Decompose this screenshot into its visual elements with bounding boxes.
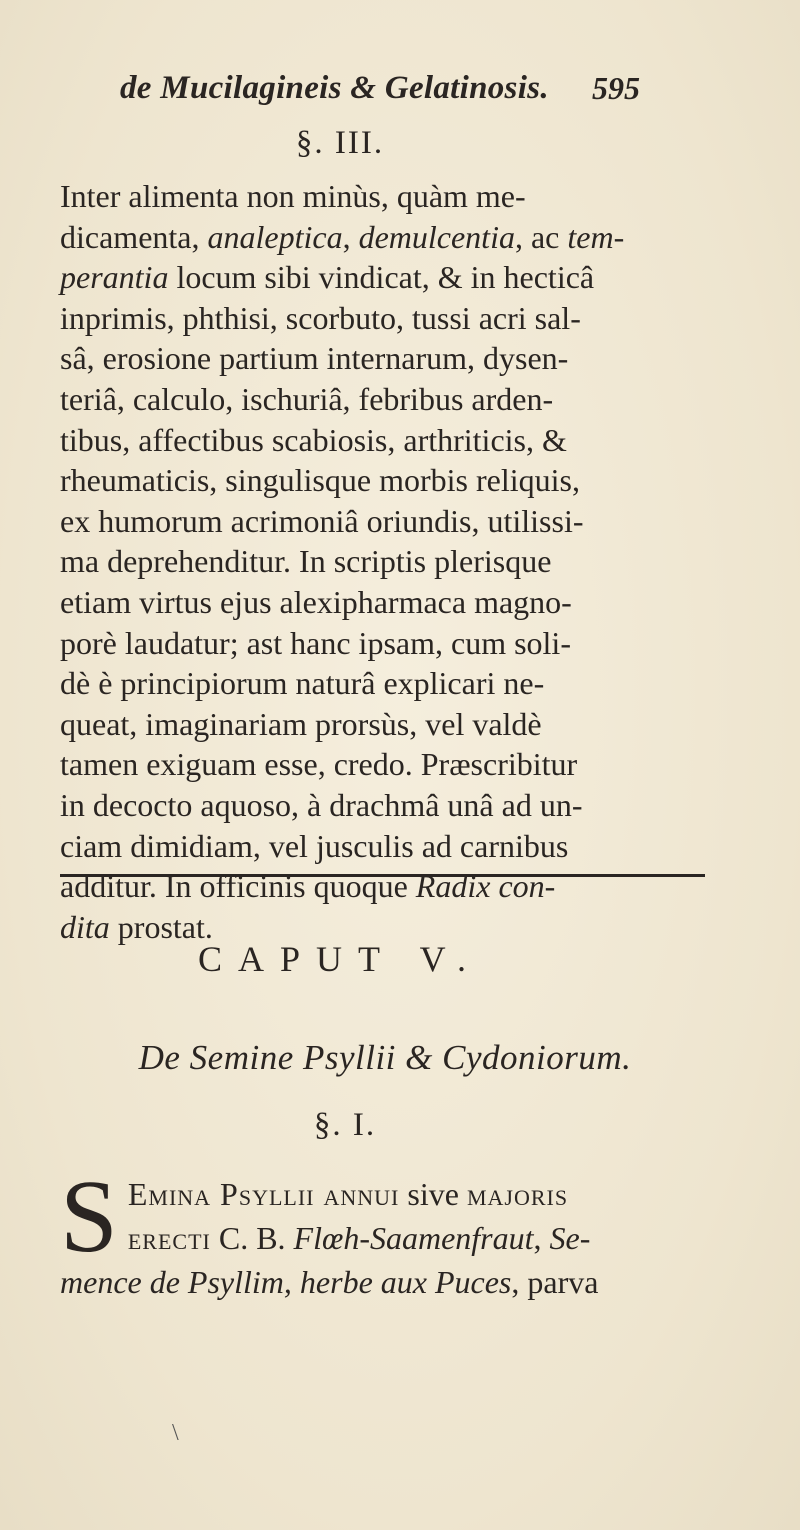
page-header <box>120 70 640 120</box>
text-line: rheumaticis, singulisque morbis reliquis, <box>60 462 580 499</box>
text-line: additur. In officinis quoque Radix con- <box>60 868 556 905</box>
text-line: mence de Psyllim, herbe aux Puces, parva <box>60 1264 599 1300</box>
text-line: ma deprehenditur. In scriptis plerisque <box>60 543 552 580</box>
drop-cap: S <box>60 1159 118 1274</box>
chapter-body <box>60 1159 740 1304</box>
page-number: 595 <box>592 70 640 106</box>
text-line: dè è principiorum naturâ explicari ne- <box>60 665 545 702</box>
chapter-subtitle: De Semine Psyllii & Cydoniorum. <box>138 1038 632 1077</box>
horizontal-rule <box>60 874 705 877</box>
text-line: erecti C. B. Flœh-Saamenfraut, Se- <box>127 1220 591 1256</box>
text-line: tamen exiguam esse, credo. Præscribitur <box>60 746 578 783</box>
section-body <box>60 176 700 947</box>
section-heading: §. III. <box>295 125 385 161</box>
text-line: Emina Psyllii annui sive majoris <box>127 1176 569 1212</box>
text-line: ciam dimidiam, vel jusculis ad carnibus <box>60 827 569 864</box>
text-line: dicamenta, analeptica, demulcentia, ac tem- <box>60 218 625 255</box>
text-line: Inter alimenta non minùs, quàm me- <box>60 178 526 214</box>
chapter-heading: CAPUT V. <box>197 939 483 979</box>
section-heading-2: §. I. <box>313 1107 377 1143</box>
stray-mark: \ <box>172 1420 179 1446</box>
text-line: porè laudatur; ast hanc ipsam, cum soli- <box>60 624 571 661</box>
text-line: inprimis, phthisi, scorbuto, tussi acri sal- <box>60 299 581 336</box>
text-line: sâ, erosione partium internarum, dysen- <box>60 340 569 377</box>
running-title: de Mucilagineis & Gelatinosis. <box>120 70 549 106</box>
text-line: tibus, affectibus scabiosis, arthriticis, & <box>60 421 567 458</box>
text-line: etiam virtus ejus alexipharmaca magno- <box>60 583 572 620</box>
text-line: ex humorum acrimoniâ oriundis, utilissi- <box>60 502 584 539</box>
text-line: queat, imaginariam prorsùs, vel valdè <box>60 705 542 742</box>
text-line: perantia locum sibi vindicat, & in hecticâ <box>60 259 595 296</box>
text-line: teriâ, calculo, ischuriâ, febribus arden- <box>60 380 554 417</box>
text-line: dita prostat. <box>60 908 213 945</box>
text-line: in decocto aquoso, à drachmâ unâ ad un- <box>60 786 583 823</box>
